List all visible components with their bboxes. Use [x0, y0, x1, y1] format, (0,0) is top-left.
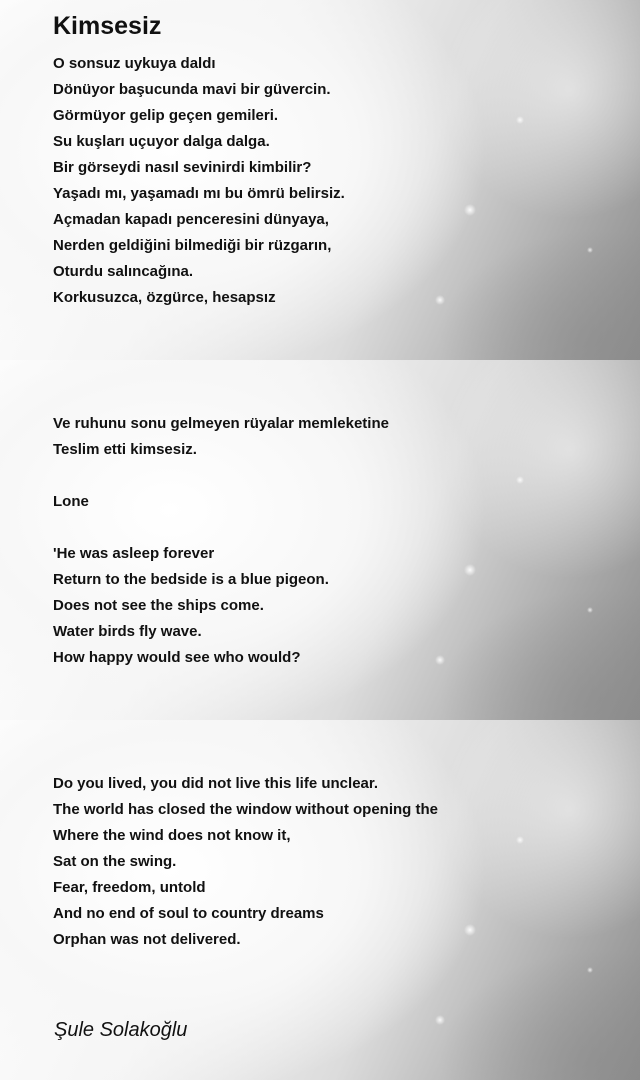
poem-line: Su kuşları uçuyor dalga dalga. [53, 133, 270, 150]
poem-line: Sat on the swing. [53, 853, 177, 870]
poem-line: Yaşadı mı, yaşamadı mı bu ömrü belirsiz. [53, 185, 345, 202]
poem-line: Ve ruhunu sonu gelmeyen rüyalar memleketine [53, 415, 389, 432]
poem-blank-line [53, 515, 389, 541]
poem-line: Korkusuzca, özgürce, hesapsız [53, 289, 276, 306]
poem-line: Teslim etti kimsesiz. [53, 441, 197, 458]
poem-line: Bir görseydi nasıl sevinirdi kimbilir? [53, 159, 312, 176]
translation-title: Lone [53, 493, 89, 510]
poem-line: Oturdu salıncağına. [53, 263, 194, 280]
poem-lines-panel-3 [53, 771, 438, 953]
poem-panel-1 [0, 0, 640, 360]
poem-blank-line [53, 463, 389, 489]
poem-line: O sonsuz uykuya daldı [53, 55, 216, 72]
poem-line: Görmüyor gelip geçen gemileri. [53, 107, 279, 124]
poem-line: Does not see the ships come. [53, 597, 264, 614]
poem-line: And no end of soul to country dreams [53, 905, 324, 922]
poem-line: Fear, freedom, untold [53, 879, 206, 896]
poem-lines-panel-1 [53, 51, 345, 311]
poem-line: Açmadan kapadı penceresini dünyaya, [53, 211, 329, 228]
poem-line: Orphan was not delivered. [53, 931, 241, 948]
poem-title: Kimsesiz [53, 12, 162, 40]
poem-line: Return to the bedside is a blue pigeon. [53, 571, 329, 588]
poem-panel-3 [0, 720, 640, 1080]
poem-author: Şule Solakoğlu [54, 1019, 188, 1041]
poem-line: Nerden geldiğini bilmediği bir rüzgarın, [53, 237, 332, 254]
poem-line: How happy would see who would? [53, 649, 301, 666]
poem-line: 'He was asleep forever [53, 545, 215, 562]
poem-line: Dönüyor başucunda mavi bir güvercin. [53, 81, 331, 98]
poem-lines-panel-2 [53, 411, 389, 671]
poem-line: Water birds fly wave. [53, 623, 202, 640]
poem-line: Where the wind does not know it, [53, 827, 291, 844]
poem-line: The world has closed the window without opening the [53, 801, 438, 818]
poem-panel-2 [0, 360, 640, 720]
poem-line: Do you lived, you did not live this life unclear. [53, 775, 379, 792]
